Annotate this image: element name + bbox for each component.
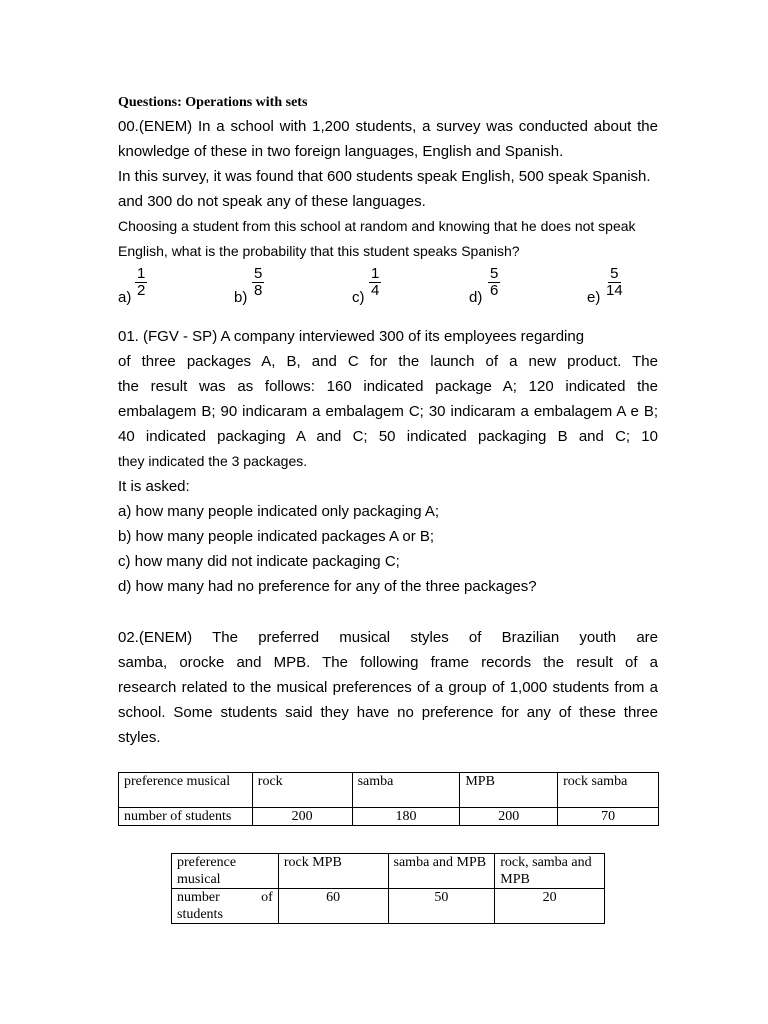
table-header-cell: rock samba (558, 773, 659, 808)
q02-line: school. Some students said they have no preference for any of these three (118, 704, 658, 721)
q01-line: It is asked: (118, 478, 190, 495)
choice-label: a) (118, 289, 132, 306)
q00-line: knowledge of these in two foreign languages, English and Spanish. (118, 143, 564, 160)
document-page (118, 92, 658, 750)
table-row (119, 808, 659, 826)
row-label-word: number (177, 890, 220, 905)
question-01 (118, 324, 658, 599)
q02-line: research related to the musical preferences of a group of 1,000 students from a (118, 679, 658, 696)
q01-line: c) how many did not indicate packaging C; (118, 553, 400, 570)
table-header-cell: MPB (460, 773, 558, 808)
q02-line: samba, orocke and MPB. The following frame records the result of a (118, 654, 658, 671)
denominator: 4 (371, 282, 380, 299)
table-row (172, 889, 605, 924)
question-02 (118, 625, 658, 750)
denominator: 2 (137, 282, 146, 299)
table-cell: 50 (388, 889, 495, 924)
q01-line: they indicated the 3 packages. (118, 453, 308, 469)
table-cell: 70 (558, 808, 659, 826)
numerator: 5 (490, 265, 499, 282)
numerator: 1 (137, 265, 146, 282)
numerator: 5 (254, 265, 263, 282)
table-header-cell: preference musical (172, 854, 279, 889)
fraction (135, 266, 147, 299)
q00-line: In this survey, it was found that 600 students speak English, 500 speak Spanish. (118, 168, 651, 185)
denominator: 6 (490, 282, 499, 299)
choice-label: e) (587, 289, 601, 306)
table-header-cell: samba (352, 773, 460, 808)
q01-line: of three packages A, B, and C for the launch of a new product. The (118, 353, 658, 370)
table-header-cell: rock MPB (278, 854, 388, 889)
q00-line: English, what is the probability that this student speaks Spanish? (118, 243, 520, 259)
table-cell: 200 (460, 808, 558, 826)
table-row (172, 854, 605, 889)
table-row-label: number of students (119, 808, 253, 826)
fraction (369, 266, 381, 299)
table-cell: 200 (252, 808, 352, 826)
table-header-cell: samba and MPB (388, 854, 495, 889)
row-label-word: of (261, 890, 273, 905)
q01-line: d) how many had no preference for any of the three packages? (118, 578, 537, 595)
preference-table-1 (118, 772, 659, 826)
page-heading: Questions: Operations with sets (118, 95, 308, 110)
q01-line: embalagem B; 90 indicaram a embalagem C; 30 indicaram a embalagem A e B; (118, 403, 658, 420)
q00-line: and 300 do not speak any of these languages. (118, 193, 426, 210)
table-cell: 60 (278, 889, 388, 924)
q01-line: b) how many people indicated packages A or B; (118, 528, 435, 545)
preference-table-2 (171, 853, 605, 924)
fraction (252, 266, 264, 299)
q02-line: 02.(ENEM) The preferred musical styles of Brazilian youth are (118, 629, 658, 646)
q00-line: 00.(ENEM) In a school with 1,200 students, a survey was conducted about the (118, 118, 658, 135)
q01-line: 40 indicated packaging A and C; 50 indicated packaging B and C; 10 (118, 428, 658, 445)
denominator: 14 (606, 282, 623, 299)
question-00 (118, 114, 658, 310)
numerator: 5 (610, 265, 619, 282)
table-cell: 20 (495, 889, 605, 924)
choice-label: d) (469, 289, 483, 306)
q01-line: 01. (FGV - SP) A company interviewed 300 of its employees regarding (118, 328, 585, 345)
fraction (604, 266, 625, 299)
row-label-word: students (177, 907, 223, 922)
fraction (488, 266, 500, 299)
table-header-cell: rock, samba and MPB (495, 854, 605, 889)
choice-label: b) (234, 289, 248, 306)
denominator: 8 (254, 282, 263, 299)
q01-line: a) how many people indicated only packaging A; (118, 503, 440, 520)
table-header-cell: rock (252, 773, 352, 808)
table-cell: 180 (352, 808, 460, 826)
q01-line: the result was as follows: 160 indicated package A; 120 indicated the (118, 378, 658, 395)
q02-line: styles. (118, 729, 161, 746)
table-header-cell: preference musical (119, 773, 253, 808)
table-row (119, 773, 659, 808)
answer-choices (118, 264, 658, 310)
q00-line: Choosing a student from this school at random and knowing that he does not speak (118, 218, 636, 234)
table-row-label (172, 889, 279, 924)
choice-label: c) (352, 289, 365, 306)
numerator: 1 (371, 265, 380, 282)
